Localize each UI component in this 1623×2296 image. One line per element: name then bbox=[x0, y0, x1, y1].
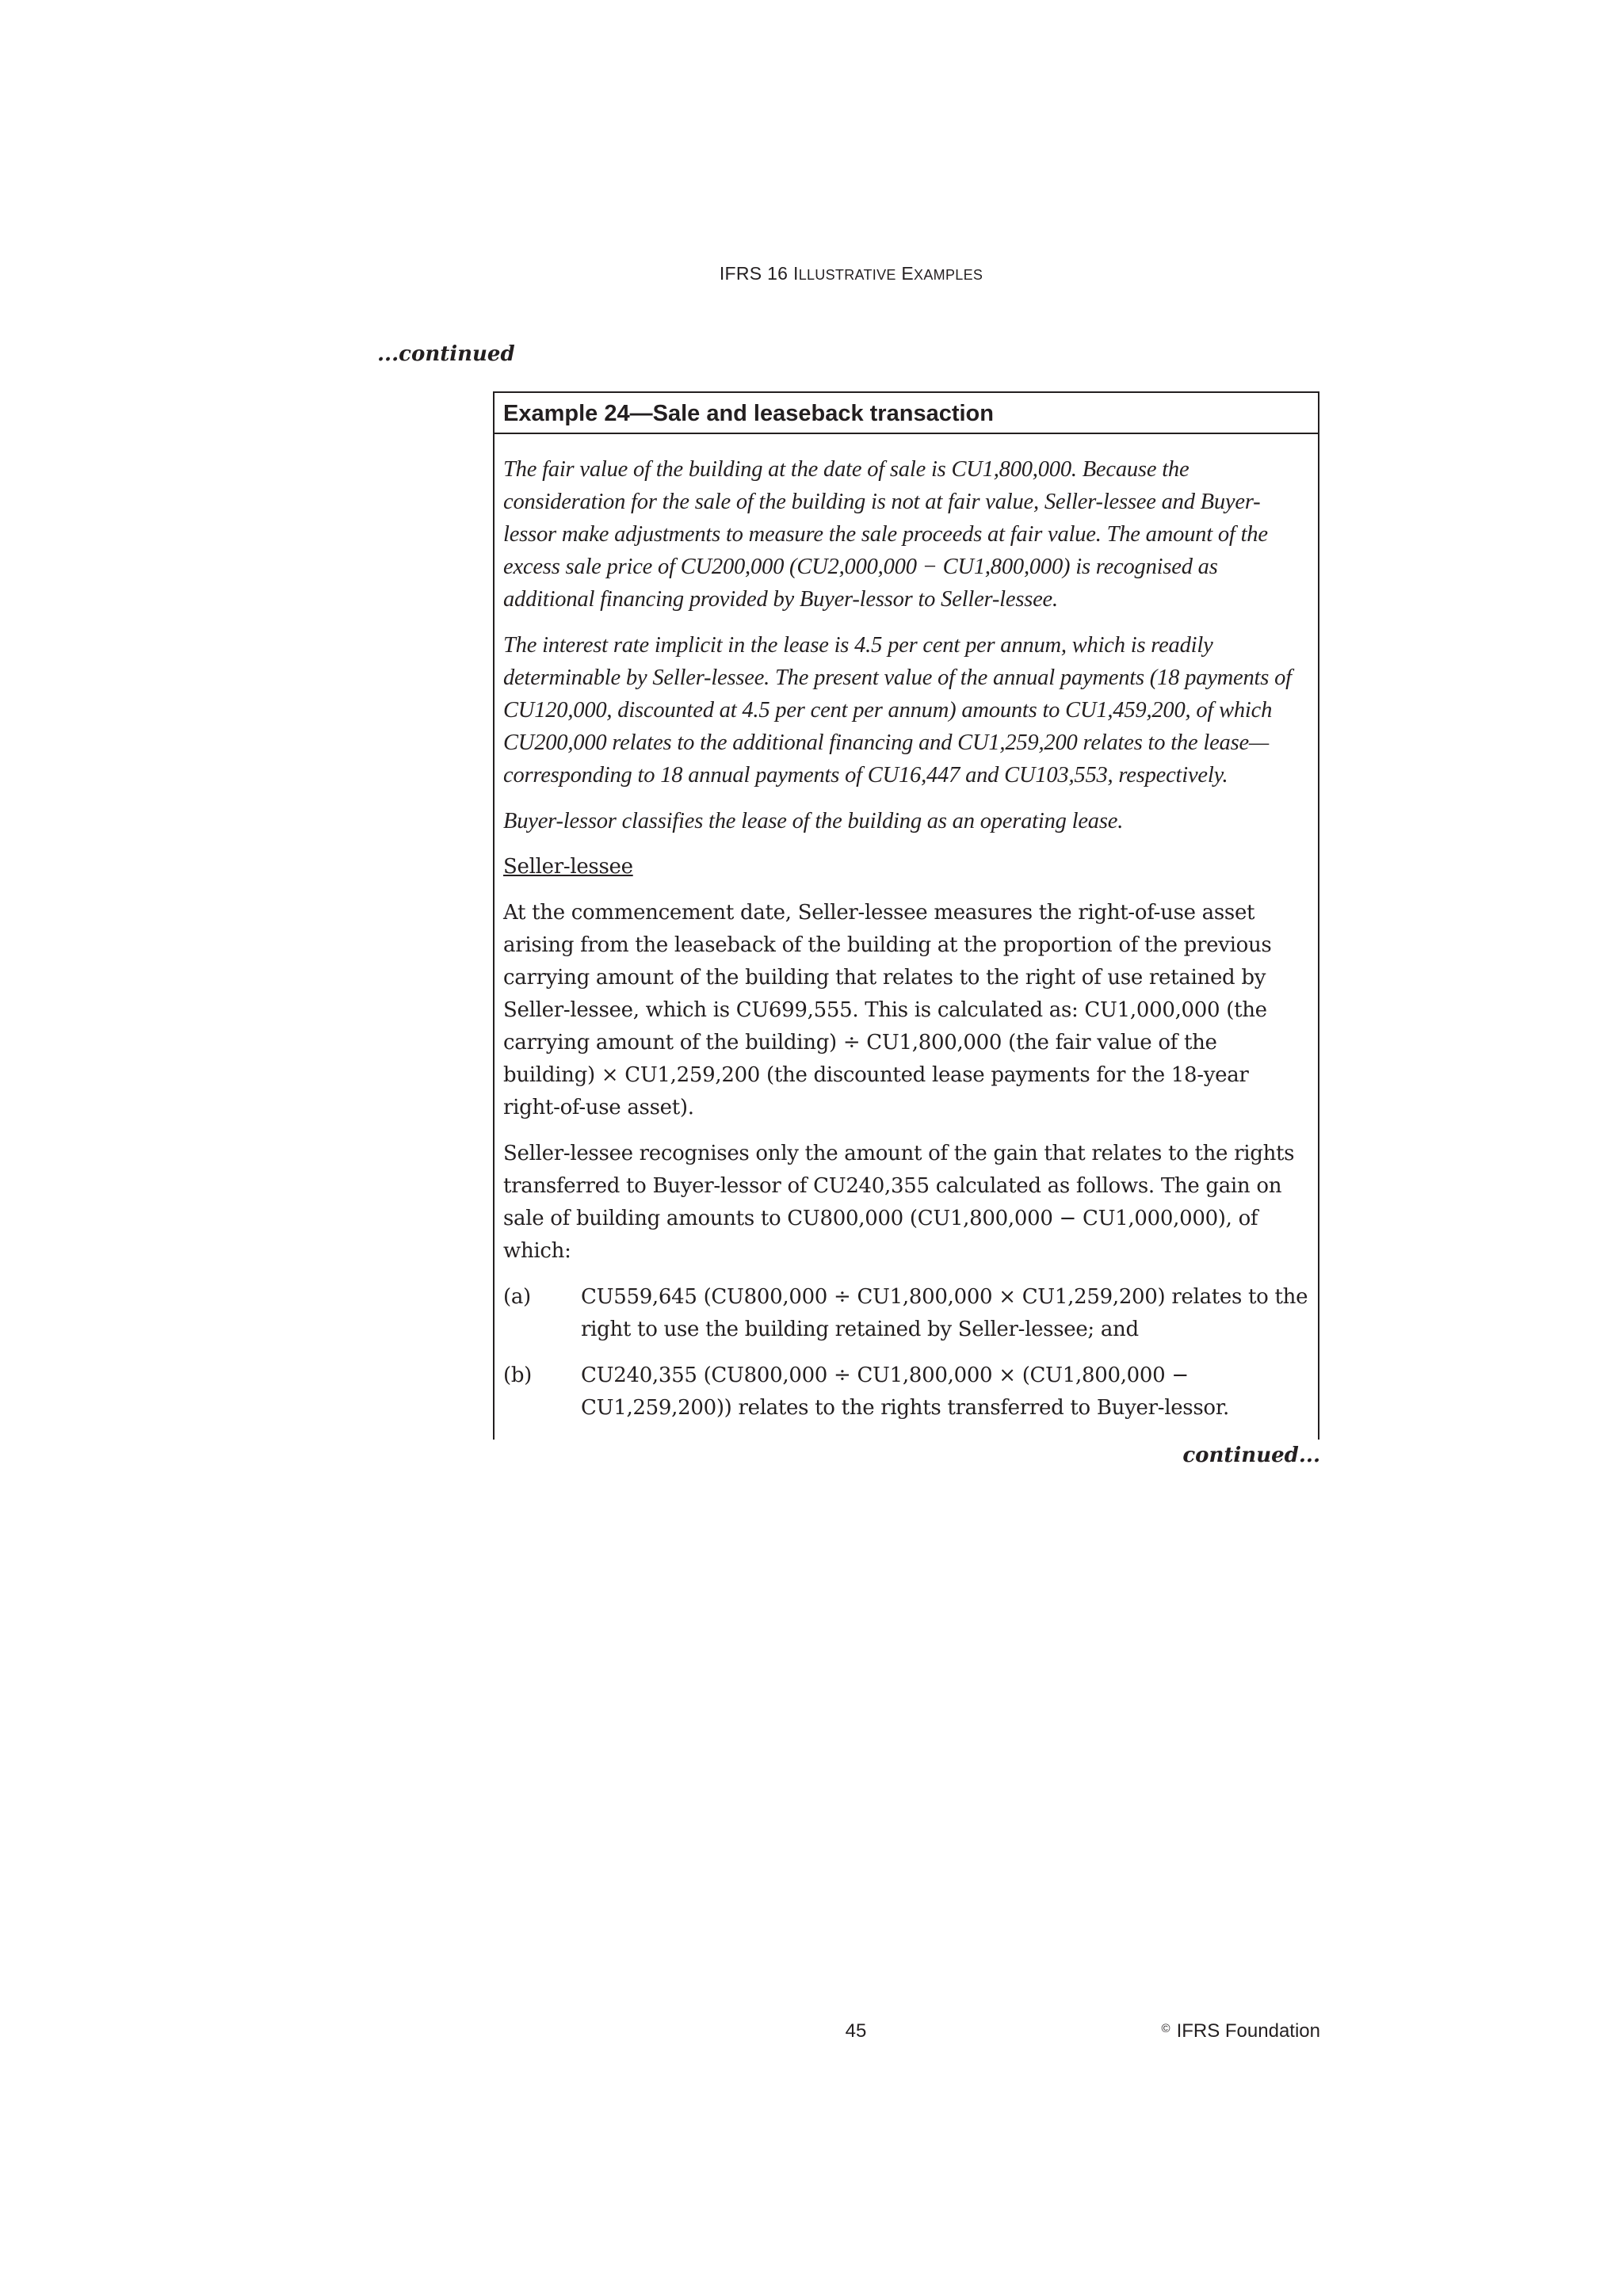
paragraph-interest-rate: The interest rate implicit in the lease is 4.5 per cent per annum, which is readily determinable by Seller-lessee. The present value of the annual payments (18 payments of CU120,000, discounted at 4.5 per cent per annum) amounts to CU1,459,200, of which CU200,000 relates to the additional financing and CU1,259,200 relates to the lease—corresponding to 18 annual payments of CU16,447 and CU103,553, respectively. bbox=[503, 633, 1292, 788]
running-head bbox=[0, 263, 1623, 284]
continued-on-next: continued... bbox=[1182, 1444, 1320, 1467]
copyright-symbol: © bbox=[1161, 2022, 1170, 2035]
running-head-illustrative bbox=[793, 263, 896, 284]
running-head-illustrative-rest: LLUSTRATIVE bbox=[798, 267, 896, 283]
paragraph-gain-recognition: Seller-lessee recognises only the amount of the gain that relates to the rights transferred to Buyer-lessor of CU240,355 calculated as follows. The gain on sale of building amounts to CU800,000 (CU1,800,000 − CU1,000,000), of which: bbox=[503, 1142, 1295, 1263]
running-head-examples-initial: E bbox=[901, 263, 915, 284]
paragraph-fair-value: The fair value of the building at the date of sale is CU1,800,000. Because the consideration for the sale of the building is not at fair value, Seller-lessee and Buyer-lessor make adjustments to measure the sale proceeds at fair value. The amount of the excess sale price of CU200,000 (CU2,000,000 − CU1,800,000) is recognised as additional financing provided by Buyer-lessor to Seller-lessee. bbox=[503, 457, 1268, 612]
example-body bbox=[495, 434, 1318, 1425]
copyright-notice bbox=[1030, 2020, 1320, 2042]
paragraph-commencement-date: At the commencement date, Seller-lessee measures the right-of-use asset arising from the leaseback of the building at the proportion of the previous carrying amount of the building that relates to the right of use retained by Seller-lessee, which is CU699,555. This is calculated as: CU1,000,000 (the carrying amount of the building) ÷ CU1,800,000 (the fair value of the building) × CU1,259,200 (the discounted lease payments for the 18-year right-of-use asset). bbox=[503, 901, 1272, 1119]
list-item-label: (b) bbox=[503, 1363, 533, 1387]
running-head-illustrative-initial: I bbox=[792, 263, 799, 284]
list-item-text: CU559,645 (CU800,000 ÷ CU1,800,000 × CU1,259,200) relates to the right to use the building retained by Seller-lessee; and bbox=[581, 1285, 1308, 1341]
running-head-examples bbox=[901, 263, 983, 284]
example-box bbox=[493, 391, 1319, 1440]
subheading-seller-lessee: Seller-lessee bbox=[503, 855, 633, 879]
list-item bbox=[503, 1281, 1308, 1346]
page-number: 45 bbox=[845, 2020, 867, 2042]
list-item-label: (a) bbox=[503, 1285, 531, 1309]
copyright-text: IFRS Foundation bbox=[1176, 2020, 1320, 2042]
list-item bbox=[503, 1360, 1308, 1425]
example-title: Example 24—Sale and leaseback transaction bbox=[495, 393, 1318, 434]
paragraph-lease-classification: Buyer-lessor classifies the lease of the building as an operating lease. bbox=[503, 809, 1124, 833]
running-head-standard: IFRS 16 bbox=[719, 263, 789, 284]
continued-from-previous: ...continued bbox=[377, 342, 515, 366]
running-head-examples-rest: XAMPLES bbox=[914, 267, 983, 283]
list-item-text: CU240,355 (CU800,000 ÷ CU1,800,000 × (CU1,800,000 − CU1,259,200)) relates to the rights transferred to Buyer-lessor. bbox=[581, 1363, 1229, 1420]
